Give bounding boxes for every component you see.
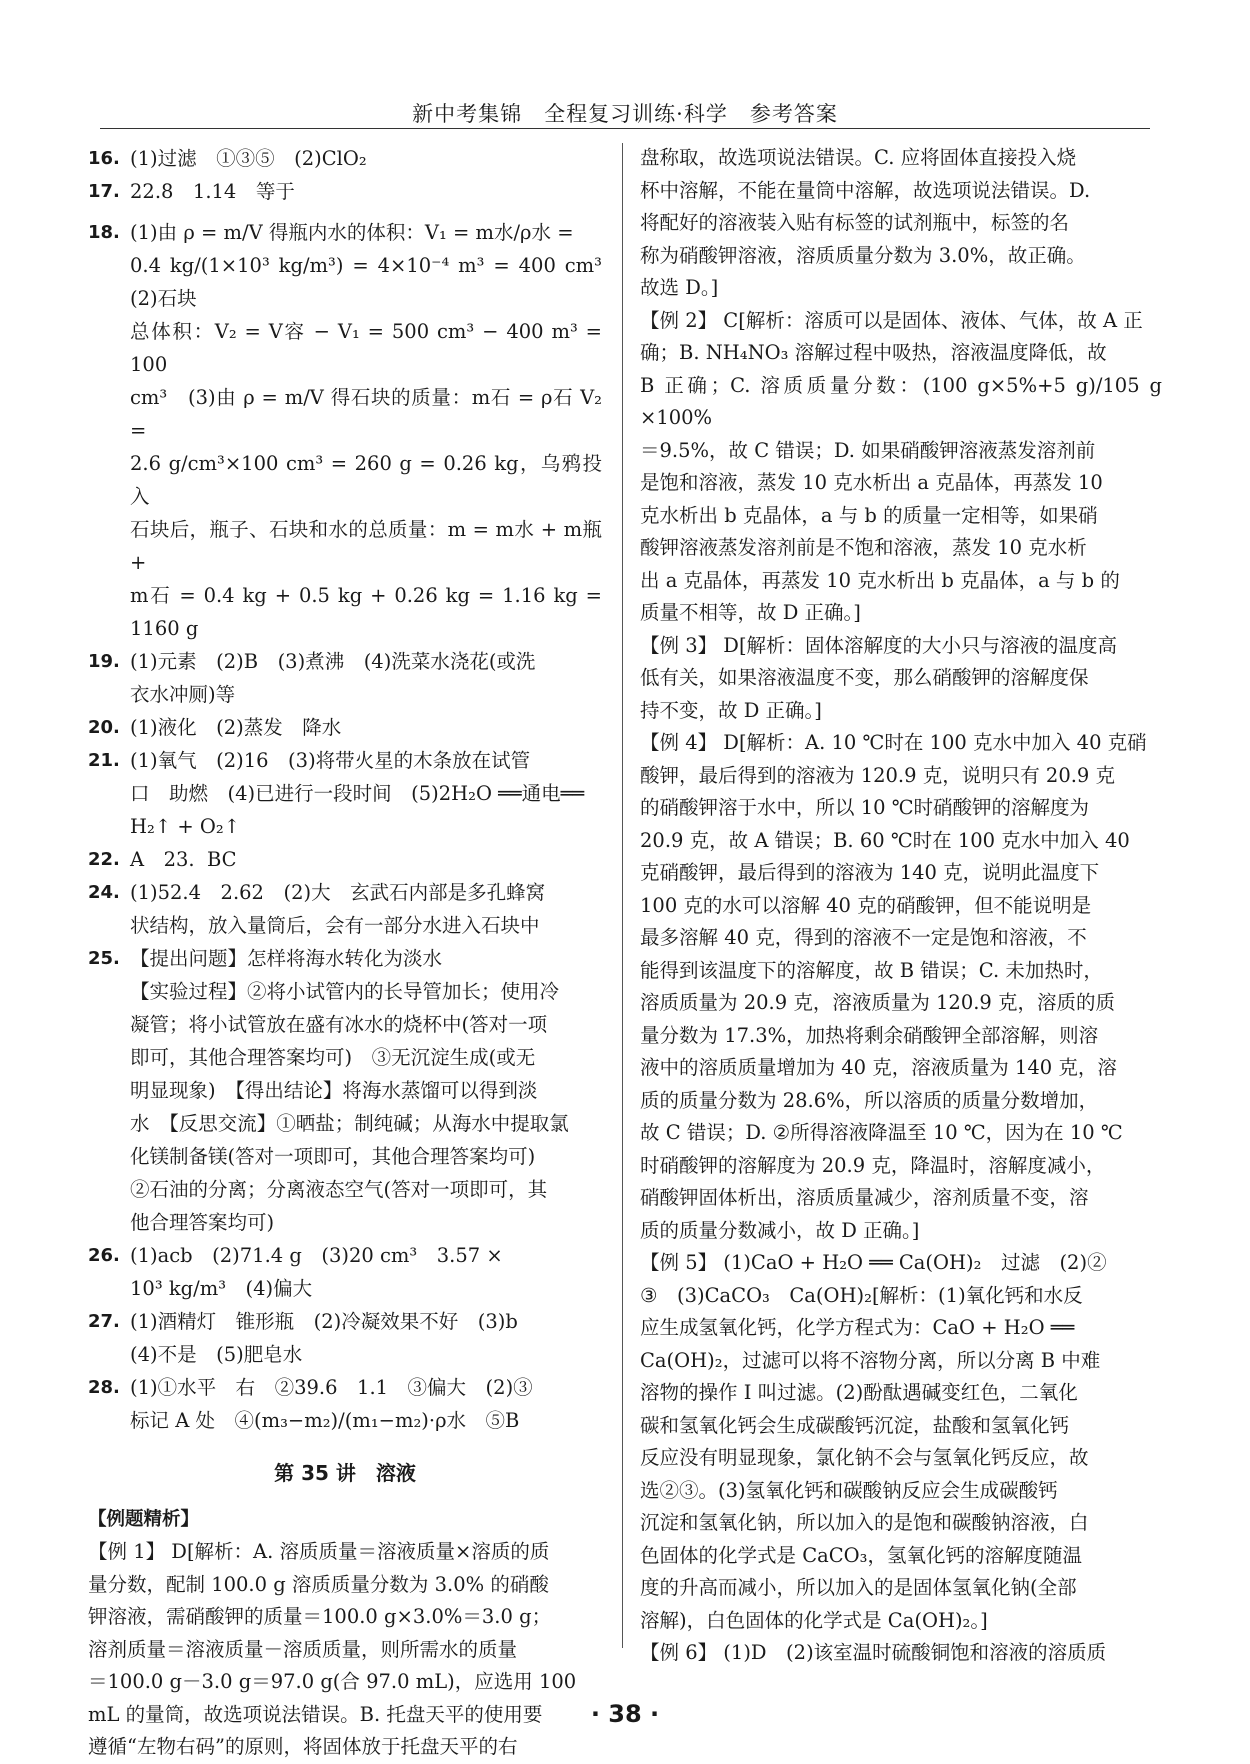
text-line: 溶质质量为 20.9 克，溶液质量为 120.9 克，溶质的质 bbox=[640, 991, 1116, 1014]
text-line: 是饱和溶液，蒸发 10 克水析出 a 克晶体，再蒸发 10 bbox=[640, 471, 1103, 494]
text-line: mL 的量筒，故选项说法错误。B. 托盘天平的使用要 bbox=[88, 1702, 543, 1726]
answer-number: 26. bbox=[88, 1245, 120, 1266]
text-line: 标记 A 处 ④(m₃−m₂)/(m₁−m₂)·ρ水 ⑤B bbox=[130, 1409, 520, 1432]
column-divider bbox=[622, 143, 623, 1648]
text-line: 持不变，故 D 正确。] bbox=[640, 698, 822, 722]
text-line: 【例 4】 D[解析：A. 10 ℃时在 100 克水中加入 40 克硝 bbox=[640, 731, 1147, 754]
text-line: 故选 D。] bbox=[640, 276, 719, 299]
text-line: 盘称取，故选项说法错误。C. 应将固体直接投入烧 bbox=[640, 146, 1077, 169]
answer-list-b bbox=[88, 645, 602, 1437]
text-line: (1)①水平 右 ②39.6 1.1 ③偏大 (2)③ bbox=[130, 1376, 533, 1399]
answer-item bbox=[88, 1239, 602, 1305]
answer-item bbox=[88, 175, 602, 208]
answer-body bbox=[130, 711, 602, 744]
text-line: H₂↑ + O₂↑ bbox=[130, 815, 241, 838]
text-line: 出 a 克晶体，再蒸发 10 克水析出 b 克晶体，a 与 b 的 bbox=[640, 568, 1120, 592]
answer-number: 17. bbox=[88, 181, 120, 202]
text-line: 能得到该温度下的溶解度，故 B 错误；C. 未加热时， bbox=[640, 958, 1103, 982]
text-line: 总体积：V₂ = V容 − V₁ = 500 cm³ − 400 m³ = 100 bbox=[130, 320, 609, 376]
text-line: 质量不相等，故 D 正确。] bbox=[640, 601, 861, 624]
text-line: 状结构，放入量筒后，会有一部分水进入石块中 bbox=[130, 914, 540, 937]
text-line: B 正确；C. 溶质质量分数：(100 g×5%+5 g)/105 g ×100% bbox=[640, 373, 1169, 429]
example-1 bbox=[88, 1536, 602, 1764]
text-line: 20.9 克，故 A 错误；B. 60 ℃时在 100 克水中加入 40 bbox=[640, 828, 1130, 852]
text-line: ＝100.0 g－3.0 g＝97.0 g(合 97.0 mL)，应选用 100 bbox=[88, 1670, 577, 1693]
text-line: 的硝酸钾溶于水中，所以 10 ℃时硝酸钾的溶解度为 bbox=[640, 796, 1090, 819]
text-line: (1)由 ρ = m/V 得瓶内水的体积：V₁ = m水/ρ水 = bbox=[130, 221, 574, 244]
text-line: 溶剂质量＝溶液质量－溶质质量，则所需水的质量 bbox=[88, 1637, 518, 1661]
answer-body bbox=[130, 1371, 602, 1437]
example-3 bbox=[640, 630, 1162, 728]
text-line: 石块后，瓶子、石块和水的总质量：m = m水 + m瓶 + bbox=[130, 518, 609, 574]
example-1-continued bbox=[640, 142, 1162, 305]
text-line: (1)过滤 ①③⑤ (2)ClO₂ bbox=[130, 147, 367, 170]
text-line: 应生成氢氧化钙，化学方程式为：CaO + H₂O ══ bbox=[640, 1316, 1075, 1339]
text-line: 称为硝酸钾溶液，溶质质量分数为 3.0%，故正确。 bbox=[640, 243, 1086, 267]
text-line: 22.8 1.14 等于 bbox=[130, 180, 295, 203]
text-line: 液中的溶质质量增加为 40 克，溶液质量为 140 克，溶 bbox=[640, 1056, 1117, 1079]
text-line: 他合理答案均可) bbox=[130, 1211, 275, 1234]
answer-item bbox=[88, 942, 602, 1239]
answer-body bbox=[130, 942, 602, 1239]
text-line: 【提出问题】怎样将海水转化为淡水 bbox=[130, 947, 443, 970]
answer-body bbox=[130, 175, 602, 208]
answer-number: 18. bbox=[88, 222, 120, 243]
text-line: 溶物的操作 Ⅰ 叫过滤。(2)酚酞遇碱变红色，二氧化 bbox=[640, 1381, 1078, 1404]
answer-number: 21. bbox=[88, 750, 120, 771]
text-line: 碳和氢氧化钙会生成碳酸钙沉淀，盐酸和氢氧化钙 bbox=[640, 1413, 1070, 1437]
text-line: 选②③。(3)氢氧化钙和碳酸钠反应会生成碳酸钙 bbox=[640, 1478, 1058, 1502]
text-line: 低有关，如果溶液温度不变，那么硝酸钾的溶解度保 bbox=[640, 666, 1089, 689]
text-line: 【实验过程】②将小试管内的长导管加长；使用冷 bbox=[130, 980, 560, 1003]
right-column bbox=[640, 142, 1169, 1670]
text-line: m石 = 0.4 kg + 0.5 kg + 0.26 kg = 1.16 kg = 1160 g bbox=[130, 584, 609, 640]
text-line: 酸钾，最后得到的溶液为 120.9 克，说明只有 20.9 克 bbox=[640, 763, 1116, 787]
text-line: 【例 2】 C[解析：溶质可以是固体、液体、气体，故 A 正 bbox=[640, 308, 1143, 332]
answer-number: 27. bbox=[88, 1311, 120, 1332]
sub-title: 【例题精析】 bbox=[88, 1509, 200, 1530]
text-line: 将配好的溶液装入贴有标签的试剂瓶中，标签的名 bbox=[640, 211, 1070, 234]
example-5 bbox=[640, 1247, 1162, 1637]
text-line: 溶解)，白色固体的化学式是 Ca(OH)₂。] bbox=[640, 1608, 988, 1632]
text-line: 确；B. NH₄NO₃ 溶解过程中吸热，溶液温度降低，故 bbox=[640, 341, 1107, 364]
example-4 bbox=[640, 727, 1162, 1247]
text-line: 100 克的水可以溶解 40 克的硝酸钾，但不能说明是 bbox=[640, 893, 1092, 917]
header-divider bbox=[100, 128, 1150, 129]
text-line: (4)不是 (5)肥皂水 bbox=[130, 1343, 303, 1366]
text-line: 反应没有明显现象，氯化钠不会与氢氧化钙反应，故 bbox=[640, 1446, 1089, 1469]
text-line: (1)氧气 (2)16 (3)将带火星的木条放在试管 bbox=[130, 749, 531, 772]
answer-list-a bbox=[88, 142, 602, 208]
page-header: 新中考集锦 全程复习训练·科学 参考答案 bbox=[412, 102, 838, 126]
answer-body bbox=[130, 843, 602, 876]
text-line: 衣水冲厕)等 bbox=[130, 683, 236, 706]
text-line: 明显现象) 【得出结论】将海水蒸馏可以得到淡 bbox=[130, 1079, 538, 1102]
text-line: (1)52.4 2.62 (2)大 玄武石内部是多孔蜂窝 bbox=[130, 881, 546, 904]
answer-number: 24. bbox=[88, 882, 120, 903]
answer-number: 28. bbox=[88, 1377, 120, 1398]
answer-number: 20. bbox=[88, 717, 120, 738]
example-6 bbox=[640, 1637, 1162, 1670]
answer-body bbox=[130, 142, 602, 175]
answer-item bbox=[88, 142, 602, 175]
answer-body bbox=[130, 645, 602, 711]
answer-item bbox=[88, 1371, 602, 1437]
text-line: 度的升高而减小，所以加入的是固体氢氧化钠(全部 bbox=[640, 1576, 1077, 1599]
text-line: 杯中溶解，不能在量筒中溶解，故选项说法错误。D. bbox=[640, 178, 1091, 202]
answer-number: 22. bbox=[88, 849, 120, 870]
text-line: 故 C 错误；D. ②所得溶液降温至 10 ℃，因为在 10 ℃ bbox=[640, 1121, 1123, 1144]
answer-body bbox=[130, 1305, 602, 1371]
text-line: ②石油的分离；分离液态空气(答对一项即可，其 bbox=[130, 1178, 548, 1201]
text-line: ＝9.5%，故 C 错误；D. 如果硝酸钾溶液蒸发溶剂前 bbox=[640, 438, 1096, 462]
answer-item bbox=[88, 645, 602, 711]
text-line: ③ (3)CaCO₃ Ca(OH)₂[解析：(1)氧化钙和水反 bbox=[640, 1283, 1083, 1307]
text-line: 2.6 g/cm³×100 cm³ = 260 g = 0.26 kg，乌鸦投入 bbox=[130, 452, 602, 508]
answer-item bbox=[88, 843, 602, 876]
answer-item bbox=[88, 1305, 602, 1371]
text-line: 酸钾溶液蒸发溶剂前是不饱和溶液，蒸发 10 克水析 bbox=[640, 536, 1087, 559]
text-line: 【例 1】 D[解析：A. 溶质质量＝溶液质量×溶质的质 bbox=[88, 1540, 550, 1563]
text-line: 质的质量分数为 28.6%，所以溶质的质量分数增加， bbox=[640, 1088, 1099, 1112]
answer-body bbox=[130, 1239, 602, 1305]
text-line: 克水析出 b 克晶体，a 与 b 的质量一定相等，如果硝 bbox=[640, 503, 1098, 527]
example-2 bbox=[640, 305, 1169, 630]
text-line: (1)元素 (2)B (3)煮沸 (4)洗菜水浇花(或洗 bbox=[130, 650, 536, 673]
text-line: 遵循“左物右码”的原则，将固体放于托盘天平的右 bbox=[88, 1735, 518, 1758]
section-title: 第 35 讲 溶液 bbox=[274, 1461, 416, 1485]
text-line: 10³ kg/m³ (4)偏大 bbox=[130, 1277, 313, 1300]
text-line: 量分数为 17.3%，加热将剩余硝酸钾全部溶解，则溶 bbox=[640, 1023, 1099, 1047]
text-line: A 23. BC bbox=[130, 848, 237, 871]
answer-item bbox=[88, 876, 602, 942]
text-line: cm³ (3)由 ρ = m/V 得石块的质量：m石 = ρ石 V₂ = bbox=[130, 386, 609, 442]
text-line: 【例 3】 D[解析：固体溶解度的大小只与溶液的温度高 bbox=[640, 633, 1118, 657]
text-line: 硝酸钾固体析出，溶质质量减少，溶剂质量不变，溶 bbox=[640, 1186, 1089, 1209]
text-line: (1)acb (2)71.4 g (3)20 cm³ 3.57 × bbox=[130, 1244, 503, 1267]
text-line: 凝管；将小试管放在盛有冰水的烧杯中(答对一项 bbox=[130, 1013, 548, 1036]
text-line: 量分数，配制 100.0 g 溶质质量分数为 3.0% 的硝酸 bbox=[88, 1572, 549, 1596]
left-column bbox=[88, 142, 622, 1764]
text-line: 口 助燃 (4)已进行一段时间 (5)2H₂O ══通电══ bbox=[130, 782, 585, 805]
answer-number: 25. bbox=[88, 948, 120, 969]
answer-body bbox=[130, 216, 622, 645]
text-line: 克硝酸钾，最后得到的溶液为 140 克，说明此温度下 bbox=[640, 861, 1100, 884]
text-line: 质的质量分数减小，故 D 正确。] bbox=[640, 1218, 920, 1242]
text-line: 最多溶解 40 克，得到的溶液不一定是饱和溶液，不 bbox=[640, 926, 1087, 949]
text-line: (1)酒精灯 锥形瓶 (2)冷凝效果不好 (3)b bbox=[130, 1310, 518, 1333]
answer-item bbox=[88, 744, 602, 843]
answer-body bbox=[130, 744, 602, 843]
text-line: 0.4 kg/(1×10³ kg/m³) = 4×10⁻⁴ m³ = 400 cm³ (2)石块 bbox=[130, 254, 622, 310]
text-line: 水 【反思交流】①晒盐；制纯碱；从海水中提取氯 bbox=[130, 1112, 569, 1135]
text-line: 即可，其他合理答案均可) ③无沉淀生成(或无 bbox=[130, 1046, 536, 1069]
page-number: · 38 · bbox=[590, 1700, 660, 1728]
answer-number: 19. bbox=[88, 651, 120, 672]
text-line: 化镁制备镁(答对一项即可，其他合理答案均可) bbox=[130, 1145, 536, 1168]
text-line: 时硝酸钾的溶解度为 20.9 克，降温时，溶解度减小， bbox=[640, 1153, 1106, 1177]
answer-item-18 bbox=[88, 216, 622, 645]
text-line: 【例 6】 (1)D (2)该室温时硫酸铜饱和溶液的溶质质 bbox=[640, 1641, 1107, 1664]
text-line: 沉淀和氢氧化钠，所以加入的是饱和碳酸钠溶液，白 bbox=[640, 1511, 1089, 1534]
text-line: 色固体的化学式是 CaCO₃，氢氧化钙的溶解度随温 bbox=[640, 1543, 1082, 1567]
answer-body bbox=[130, 876, 602, 942]
text-line: 钾溶液，需硝酸钾的质量＝100.0 g×3.0%＝3.0 g； bbox=[88, 1605, 552, 1628]
text-line: 【例 5】 (1)CaO + H₂O ══ Ca(OH)₂ 过滤 (2)② bbox=[640, 1251, 1107, 1274]
answer-item bbox=[88, 711, 602, 744]
text-line: Ca(OH)₂，过滤可以将不溶物分离，所以分离 B 中难 bbox=[640, 1348, 1101, 1372]
answer-number: 16. bbox=[88, 148, 120, 169]
text-line: (1)液化 (2)蒸发 降水 bbox=[130, 716, 342, 739]
